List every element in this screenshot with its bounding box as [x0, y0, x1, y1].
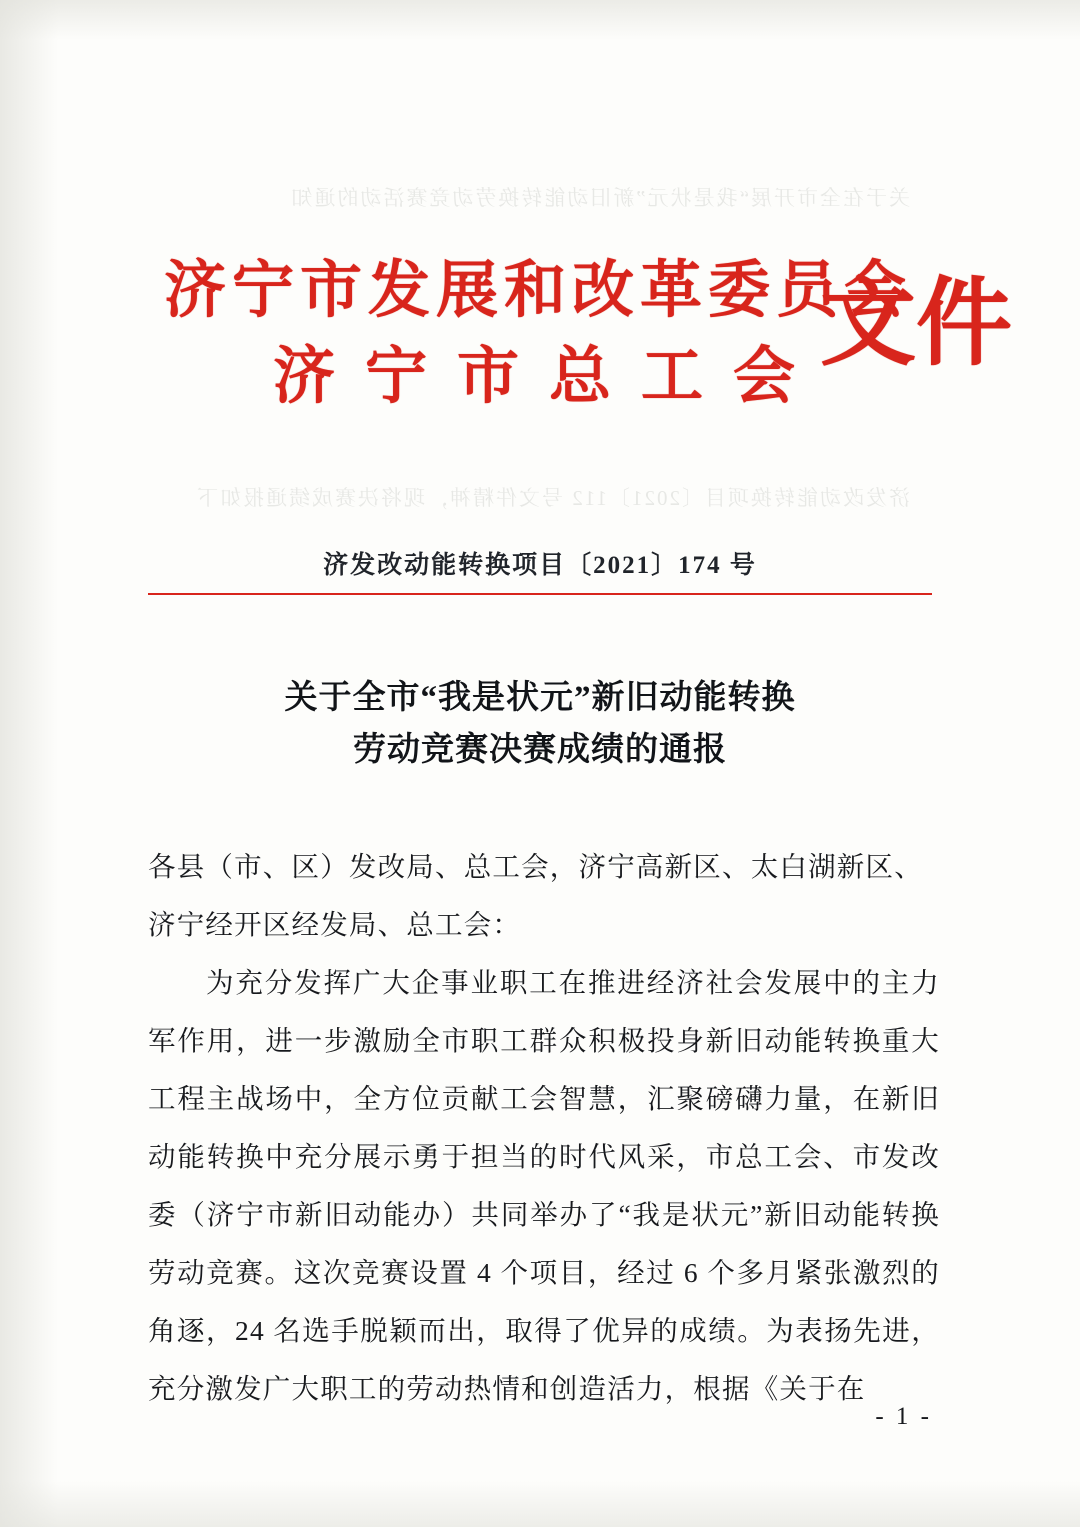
reverse-side-bleed-top: 关于在全市开展“我是状元”新旧动能转换劳动竞赛活动的通知 — [289, 186, 910, 210]
page-title-line-1: 关于全市“我是状元”新旧动能转换 — [284, 680, 796, 716]
red-divider-rule — [148, 593, 932, 595]
recipients-line-2: 济宁经开区经发局、总工会： — [148, 909, 522, 940]
scan-edge-shadow-top — [0, 0, 1080, 40]
body-paragraph-1: 为充分发挥广大企事业职工在推进经济社会发展中的主力军作用，进一步激励全市职工群众积极投身新旧动能转换重大工程主战场中，全方位贡献工会智慧，汇聚磅礴力量，在新旧动能转换中充分展示勇于担当的时代风采，市总工会、市发改委（济宁市新旧动能办）共同举办了“我是状元”新旧动能转换劳动竞赛。这次竞赛设置 4 个项目，经过 6 个多月紧张激烈的角逐，24 名选手脱颖而出，取得了优异的成绩。为表扬先进，充分激发广大职工的劳动热情和创造活力，根据《关于在 — [148, 967, 940, 1404]
page-number: - 1 - — [875, 1403, 932, 1430]
page-title — [150, 672, 930, 776]
masthead — [0, 248, 1080, 420]
issuing-authority-line-1: 济宁市发展和改革委员会 — [163, 257, 912, 325]
masthead-lines — [163, 248, 1012, 420]
issuing-authority-line-2: 济宁市总工会 — [272, 343, 825, 411]
recipients-line-1: 各县（市、区）发改局、总工会，济宁高新区、太白湖新区、 — [148, 851, 923, 882]
document-number: 济发改动能转换项目〔2021〕174 号 — [323, 552, 757, 579]
scan-edge-shadow-bottom — [0, 1481, 1080, 1527]
page-title-line-2: 劳动竞赛决赛成绩的通报 — [353, 732, 727, 768]
reverse-side-bleed-middle: 济发改动能转换项目〔2021〕112 号文件精神，现将决赛成绩通报如下 — [195, 486, 910, 510]
document-body — [148, 838, 940, 1418]
scan-edge-shadow-left — [0, 0, 58, 1527]
document-number-row — [0, 545, 1080, 581]
masthead-suffix-wenjian: 文件 — [820, 270, 1012, 377]
